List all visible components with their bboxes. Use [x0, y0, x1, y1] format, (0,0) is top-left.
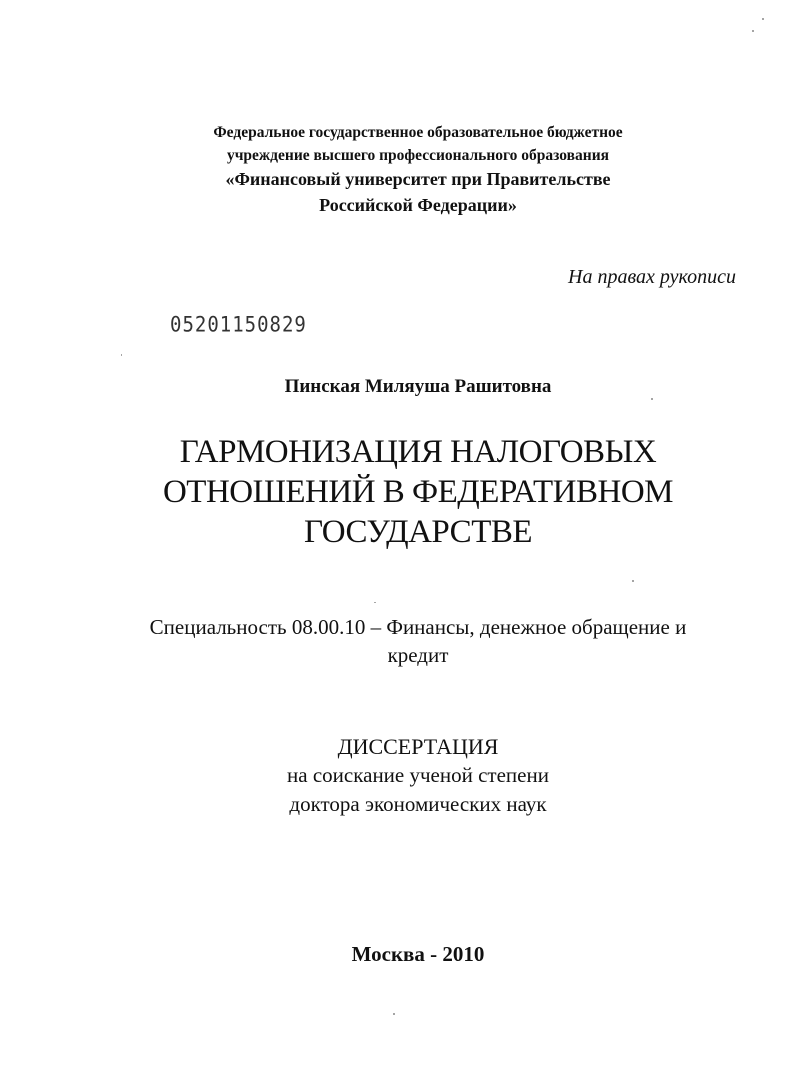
title-line-1: ГАРМОНИЗАЦИЯ НАЛОГОВЫХ [179, 434, 657, 470]
scan-speck [393, 1013, 395, 1015]
registration-code: 05201150829 [170, 312, 307, 338]
dissertation-block [20, 732, 796, 819]
institution-line-3: «Финансовый университет при Правительстве [225, 169, 611, 189]
scan-speck [632, 580, 634, 582]
scan-speck [762, 18, 764, 20]
scan-speck [651, 398, 653, 400]
city-year: Москва - 2010 [351, 942, 485, 966]
rights-note: На правах рукописи [568, 266, 736, 288]
scan-speck [374, 602, 376, 603]
title-line-3: ГОСУДАРСТВЕ [303, 514, 533, 550]
dissertation-heading: ДИССЕРТАЦИЯ [337, 734, 499, 759]
specialty-line-1: Специальность 08.00.10 – Финансы, денежное обращение и [149, 615, 687, 639]
dissertation-title [20, 432, 796, 552]
institution-line-1: Федеральное государственное образовательное бюджетное [213, 124, 623, 141]
title-line-2: ОТНОШЕНИЙ В ФЕДЕРАТИВНОМ [162, 474, 674, 510]
scan-speck [121, 354, 122, 356]
dissertation-degree-line: на соискание ученой степени [287, 763, 549, 787]
scan-speck [752, 30, 754, 32]
specialty-line-2: кредит [387, 643, 449, 667]
author-name: Пинская Миляуша Рашитовна [284, 376, 552, 397]
institution-block [20, 121, 796, 218]
institution-line-2: учреждение высшего профессионального образования [226, 147, 610, 164]
specialty-block [20, 613, 796, 669]
institution-line-4: Российской Федерации» [319, 195, 517, 215]
dissertation-field-line: доктора экономических наук [289, 792, 547, 816]
